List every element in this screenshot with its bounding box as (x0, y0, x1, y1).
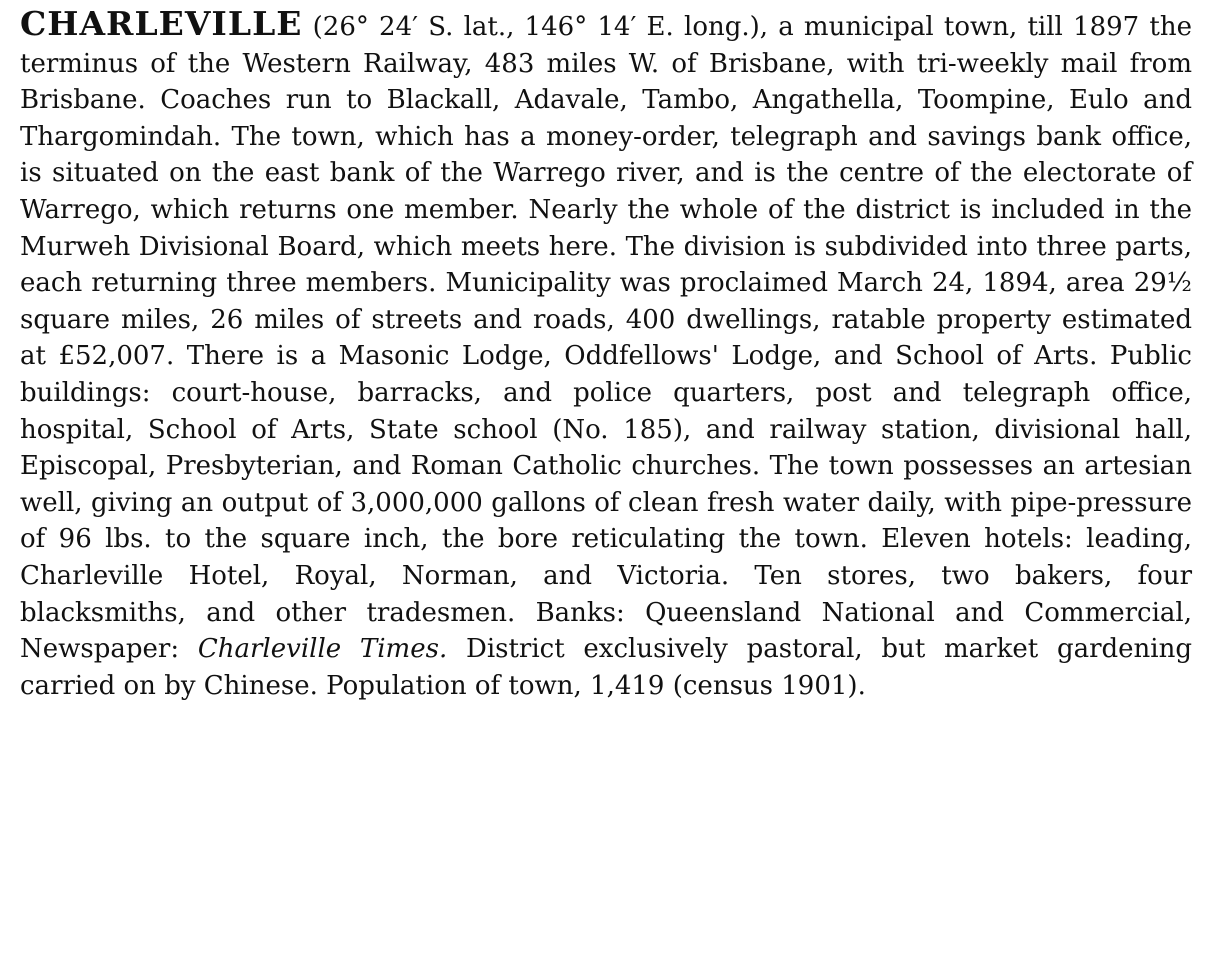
gazetteer-entry (20, 6, 1192, 704)
entry-text-part1: (26° 24′ S. lat., 146° 14′ E. long.), a municipal town, till 1897 the terminus of the Western Railway, 483 miles W. of Brisbane, with tri-weekly mail from Brisbane. Coaches run to Blackall, Adavale, Tambo, Angathella, Toompine, Eulo and Thargomindah. The town, which has a money-order, telegraph and savings bank office, is situated on the east bank of the Warrego river, and is the centre of the electorate of Warrego, which returns one member. Nearly the whole of the district is included in the Murweh Divisional Board, which meets here. The division is subdivided into three parts, each returning three members. Municipality was proclaimed March 24, 1894, area 29½ square miles, 26 miles of streets and roads, 400 dwellings, ratable property estimated at £52,007. There is a Masonic Lodge, Oddfellows' Lodge, and School of Arts. Public buildings: court-house, barracks, and police quarters, post and telegraph office, hospital, School of Arts, State school (No. 185), and railway station, divisional hall, Episcopal, Presbyterian, and Roman Catholic churches. The town possesses an artesian well, giving an output of 3,000,000 gallons of clean fresh water daily, with pipe-pressure of 96 lbs. to the square inch, the bore reticulating the town. Eleven hotels: leading, Charleville Hotel, Royal, Norman, and Victoria. Ten stores, two bakers, four blacksmiths, and other tradesmen. Banks: Queensland National and Commercial, Newspaper: (20, 12, 1192, 665)
entry-headword: CHARLEVILLE (20, 4, 303, 43)
newspaper-name: Charleville Times. (197, 634, 448, 665)
entry-text-part2: District exclusively pastoral, but market gardening carried on by Chinese. Population of town, 1,419 (census 1901). (20, 634, 1192, 701)
